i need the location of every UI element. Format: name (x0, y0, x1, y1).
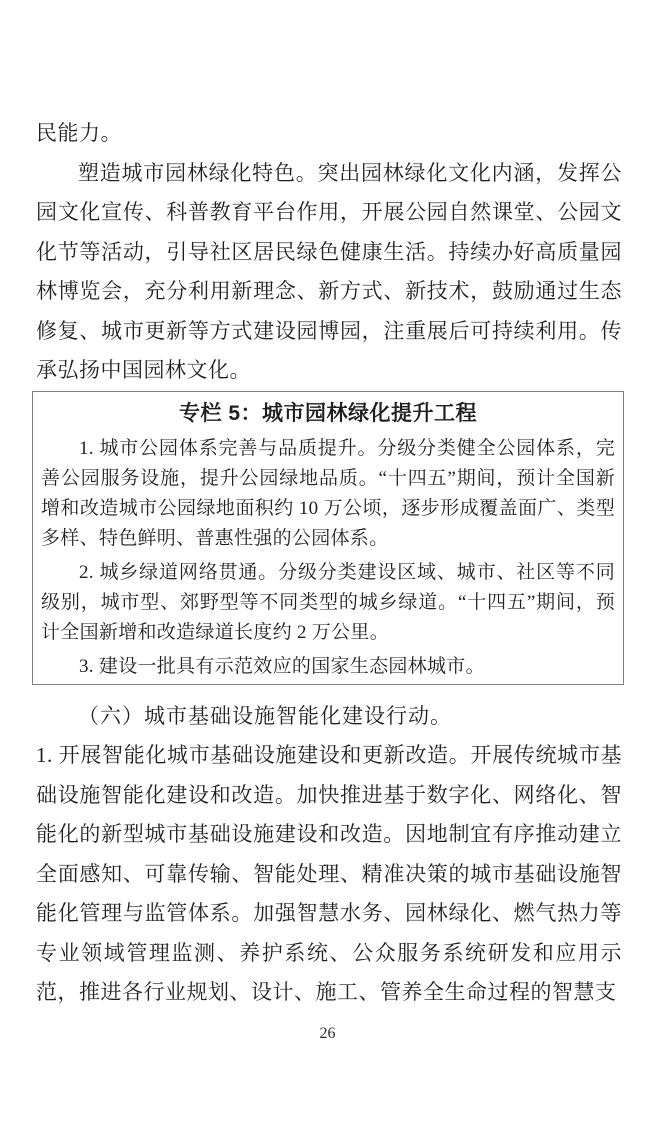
para-garden-culture: 塑造城市园林绿化特色。突出园林绿化文化内涵，发挥公园文化宣传、科普教育平台作用，开展公园自然课堂、公园文化节等活动，引导社区居民绿色健康生活。持续办好高质量园林博览会，充分利用新理念、新方式、新技术，鼓励通过生态修复、城市更新等方式建设园博园，注重展后可持续利用。传承弘扬中国园林文化。 (36, 160, 622, 382)
heading-section-6: （六）城市基础设施智能化建设行动。 (78, 703, 452, 728)
panel-title: 专栏 5：城市园林绿化提升工程 (178, 401, 477, 425)
page-number: 26 (319, 1025, 336, 1042)
para-smart-infrastructure: 1. 开展智能化城市基础设施建设和更新改造。开展传统城市基础设施智能化建设和改造。加快推进基于数字化、网络化、智能化的新型城市基础设施建设和改造。因地制宜有序推动建立全面感知、可靠传输、智能处理、精准决策的城市基础设施智能化管理与监管体系。加强智慧水务、园林绿化、燃气热力等专业领域管理监测、养护系统、公众服务系统研发和应用示范，推进各行业规划、设计、施工、管养全生命过程的智慧支 (36, 743, 622, 1004)
para-continuation: 民能力。 (36, 121, 122, 145)
panel-item-eco-garden-cities: 3. 建设一批具有示范效应的国家生态园林城市。 (79, 655, 485, 677)
panel-item-greenway-network: 2. 城乡绿道网络贯通。分级分类建设区域、城市、社区等不同级别，城市型、郊野型等不同类型的城乡绿道。“十四五”期间，预计全国新增和改造绿道长度约 2 万公里。 (41, 561, 615, 643)
panel-column-5 (32, 391, 624, 685)
text-column (36, 114, 622, 1013)
panel-item-park-system: 1. 城市公园体系完善与品质提升。分级分类健全公园体系，完善公园服务设施，提升公园绿地品质。“十四五”期间，预计全国新增和改造城市公园绿地面积约 10 万公顷，逐步形成覆盖面广、类型多样、特色鲜明、普惠性强的公园体系。 (41, 437, 615, 549)
